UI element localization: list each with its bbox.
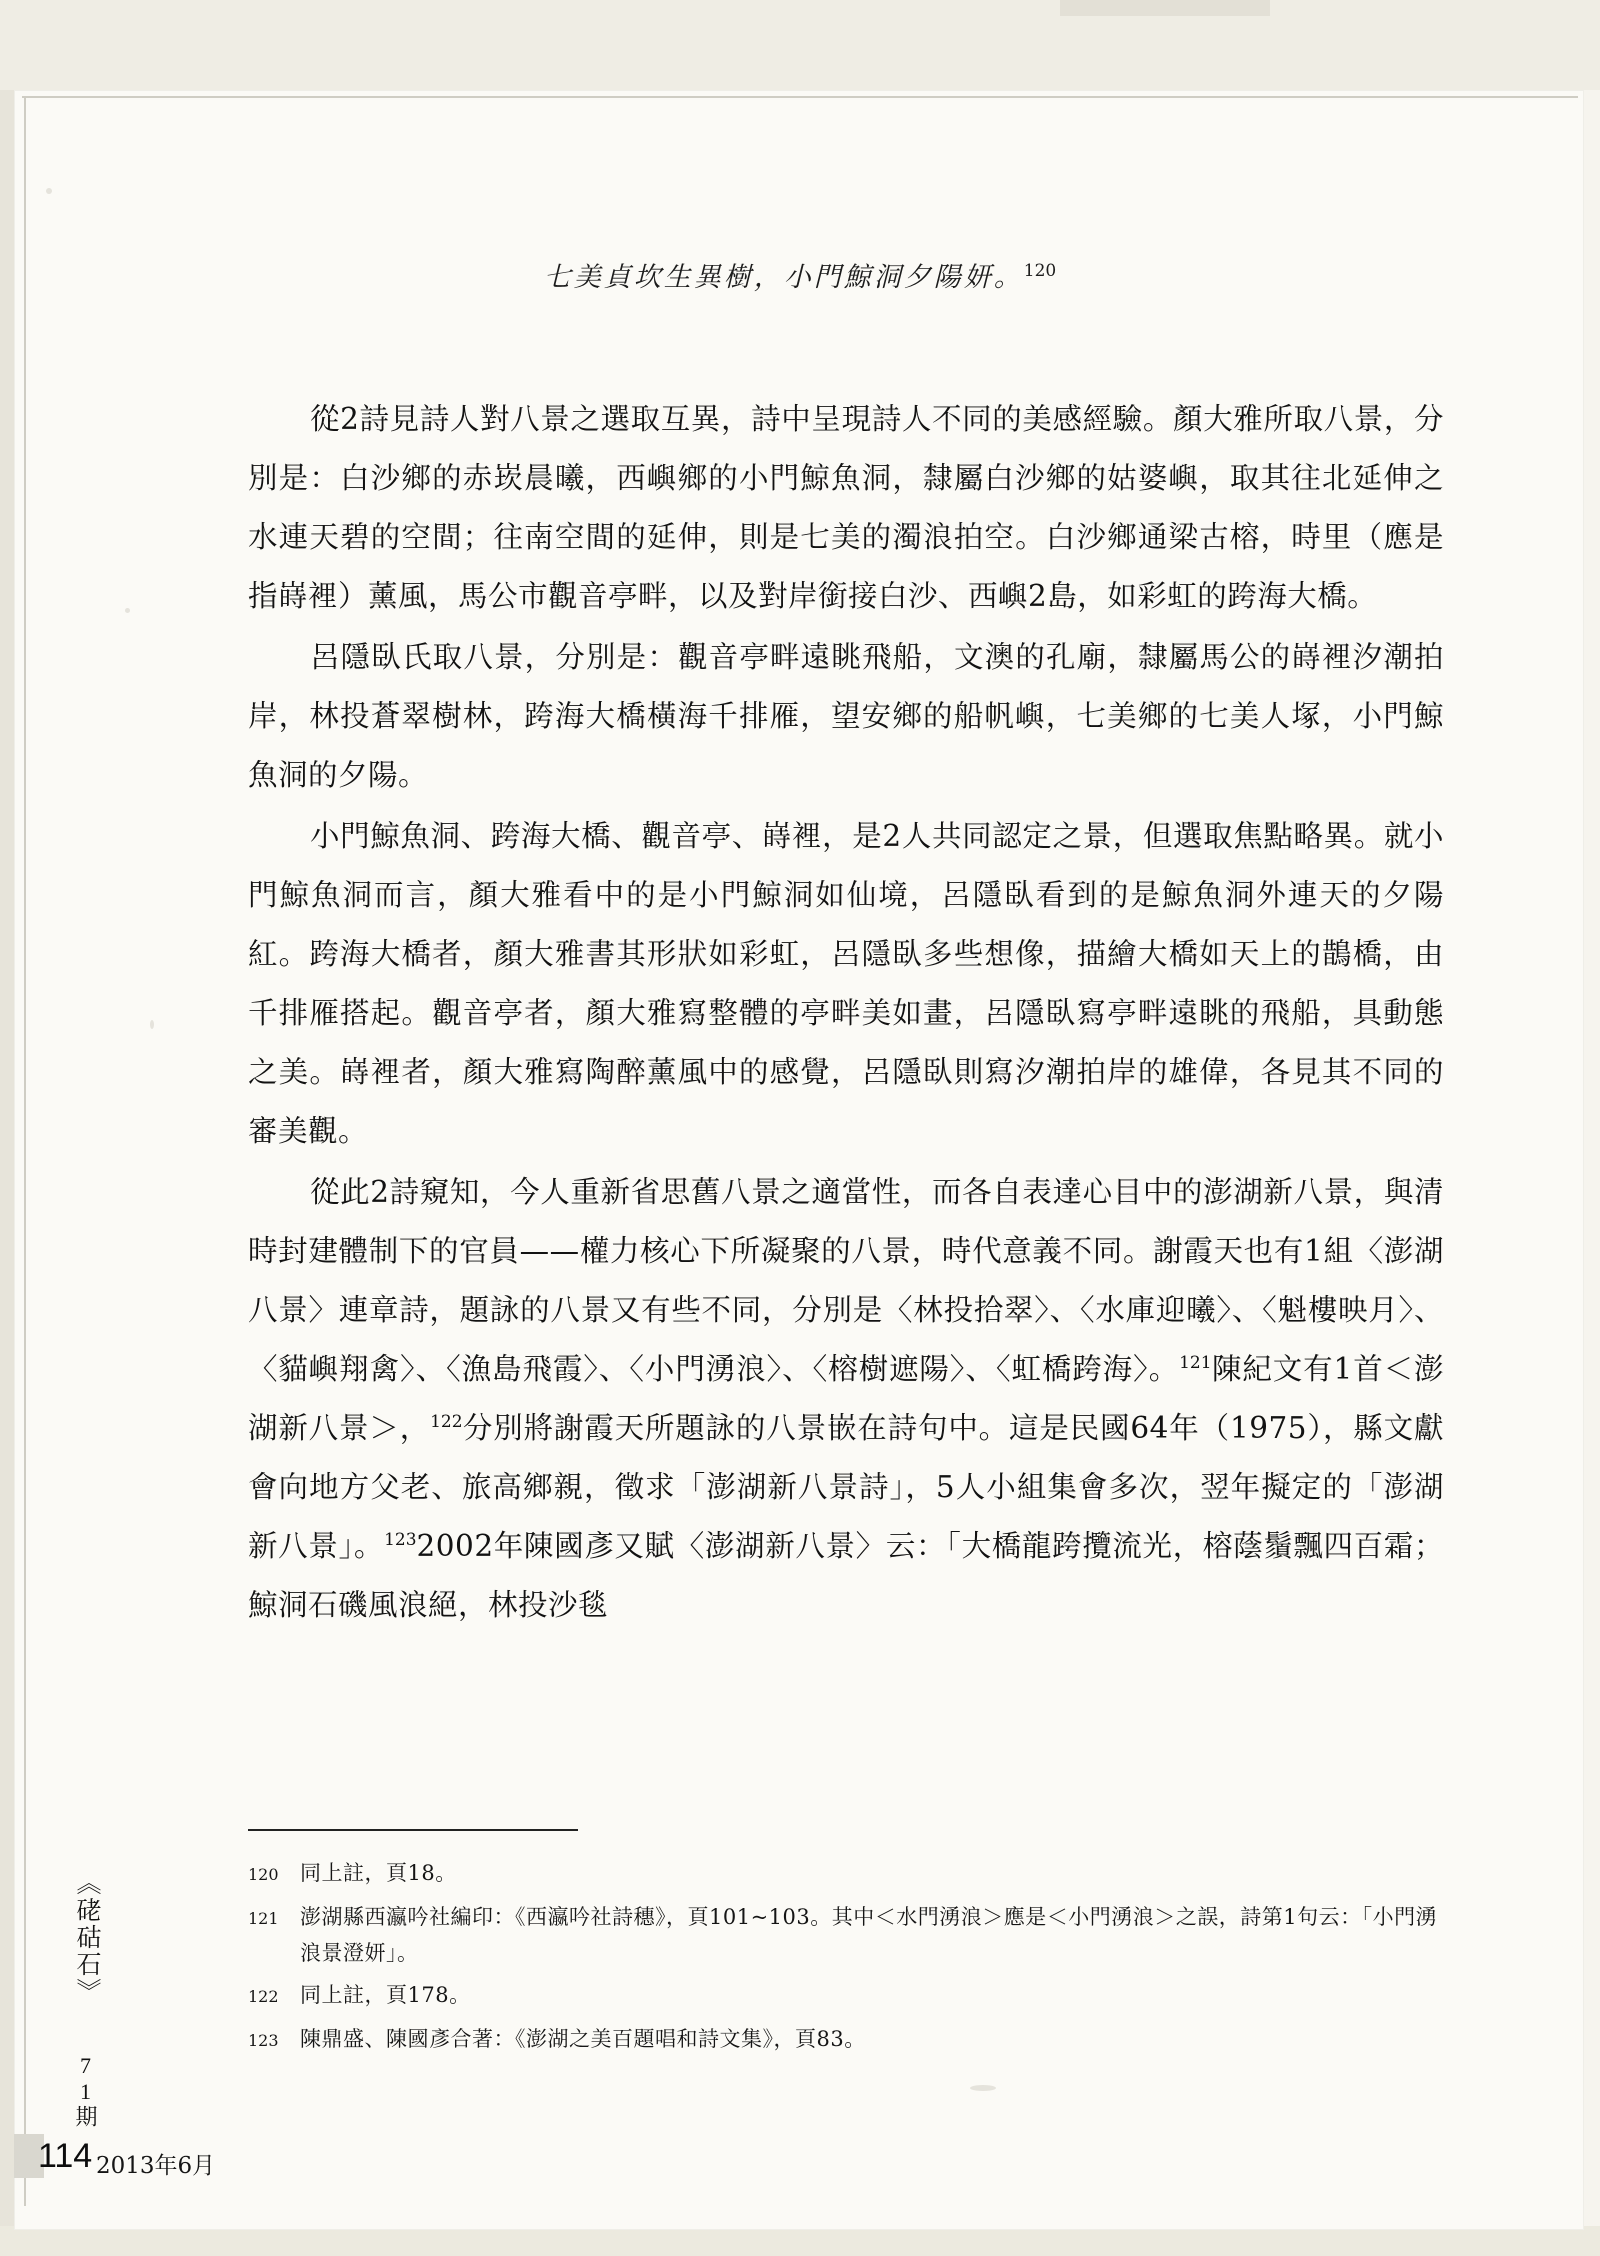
journal-title-vertical: 《硓𥑮石》: [73, 1870, 102, 2005]
paragraph-4-part-2: 陳紀文有1首＜澎湖新八景＞，: [248, 1352, 1444, 1445]
paragraph-3: 小門鯨魚洞、跨海大橋、觀音亭、嵵裡，是2人共同認定之景，但選取焦點略異。就小門鯨魚洞而言，顏大雅看中的是小門鯨洞如仙境，呂隱臥看到的是鯨魚洞外連天的夕陽紅。跨海大橋者，顏大雅書其形狀如彩虹，呂隱臥多些想像，描繪大橋如天上的鵲橋，由千排雁搭起。觀音亭者，顏大雅寫整體的亭畔美如畫，呂隱臥寫亭畔遠眺的飛船，具動態之美。嵵裡者，顏大雅寫陶醉薰風中的感覺，呂隱臥則寫汐潮拍岸的雄偉，各見其不同的審美觀。: [248, 819, 1444, 1148]
footnote-item: [248, 1899, 1448, 1971]
paragraph-4-part-3: 分別將謝霞天所題詠的八景嵌在詩句中。這是民國64年（1975），縣文獻會向地方父老、旅高鄉親，徵求「澎湖新八景詩」，5人小組集會多次，翌年擬定的「澎湖新八景」。: [248, 1411, 1444, 1563]
scan-speck: [46, 188, 52, 194]
footnote-list: [248, 1855, 1448, 2065]
footnote-text: 同上註，頁18。: [300, 1861, 457, 1885]
footnote-ref-123: 123: [384, 1530, 417, 1551]
page-number: 114: [38, 2137, 93, 2175]
poem-footnote-marker: 120: [1023, 261, 1057, 281]
footnote-item: [248, 1855, 1448, 1893]
footnote-text: 澎湖縣西瀛吟社編印：《西瀛吟社詩穗》，頁101~103。其中＜水門湧浪＞應是＜小門湧浪＞之誤，詩第1句云：「小門湧浪景澄妍」。: [300, 1905, 1438, 1965]
paragraph-4-part-1: 從此2詩窺知，今人重新省思舊八景之適當性，而各自表達心目中的澎湖新八景，與清時封建體制下的官員——權力核心下所凝聚的八景，時代意義不同。謝霞天也有1組〈澎湖八景〉連章詩，題詠的八景又有些不同，分別是〈林投拾翠〉、〈水庫迎曦〉、〈魁樓映月〉、〈貓嶼翔禽〉、〈漁島飛霞〉、〈小門湧浪〉、〈榕樹遮陽〉、〈虹橋跨海〉。: [248, 1175, 1444, 1386]
footnote-text: 同上註，頁178。: [300, 1983, 471, 2007]
footnote-item: [248, 1977, 1448, 2015]
scan-speck: [150, 1020, 154, 1029]
footnote-item: [248, 2021, 1448, 2059]
issue-number-vertical: 71期: [73, 2053, 98, 2128]
paragraph-4: [248, 1163, 1444, 1635]
footnote-number: 121: [248, 1909, 279, 1928]
body-text-column: [248, 390, 1444, 1637]
paragraph-2: 呂隱臥氏取八景，分別是：觀音亭畔遠眺飛船，文澳的孔廟，隸屬馬公的嵵裡汐潮拍岸，林投蒼翠樹林，跨海大橋橫海千排雁，望安鄉的船帆嶼，七美鄉的七美人塚，小門鯨魚洞的夕陽。: [248, 640, 1444, 792]
scan-speck: [125, 608, 130, 613]
scan-bottom-edge: [0, 2226, 1600, 2256]
scan-speck: [970, 2085, 996, 2091]
footnote-ref-121: 121: [1179, 1353, 1212, 1374]
footnote-text: 陳鼎盛、陳國彥合著：《澎湖之美百題唱和詩文集》，頁83。: [300, 2027, 866, 2051]
text-block-left-rule: [24, 96, 26, 2206]
poem-text: 七美貞坎生異樹，小門鯨洞夕陽妍。: [543, 262, 1024, 293]
footnote-number: 123: [248, 2031, 279, 2050]
footnote-ref-122: 122: [430, 1412, 463, 1433]
footnote-number: 122: [248, 1987, 279, 2006]
poem-line: [0, 255, 1600, 294]
scan-top-edge: [0, 0, 1600, 90]
footnote-separator-rule: [248, 1829, 578, 1831]
issue-date: 2013年6月: [96, 2153, 216, 2179]
text-block-top-rule: [22, 96, 1578, 98]
scan-artifact-top: [1060, 0, 1270, 16]
paragraph-4-part-4: 2002年陳國彥又賦〈澎湖新八景〉云：「大橋龍跨攬流光，榕蔭鬚飄四百霜；鯨洞石磯風浪絕，林投沙毯: [248, 1529, 1444, 1622]
paragraph-1: 從2詩見詩人對八景之選取互異，詩中呈現詩人不同的美感經驗。顏大雅所取八景，分別是：白沙鄉的赤崁晨曦，西嶼鄉的小門鯨魚洞，隸屬白沙鄉的姑婆嶼，取其往北延伸之水連天碧的空間；往南空間的延伸，則是七美的濁浪拍空。白沙鄉通梁古榕，時里（應是指嵵裡）薰風，馬公市觀音亭畔，以及對岸銜接白沙、西嶼2島，如彩虹的跨海大橋。: [248, 402, 1444, 613]
footnote-number: 120: [248, 1865, 279, 1884]
